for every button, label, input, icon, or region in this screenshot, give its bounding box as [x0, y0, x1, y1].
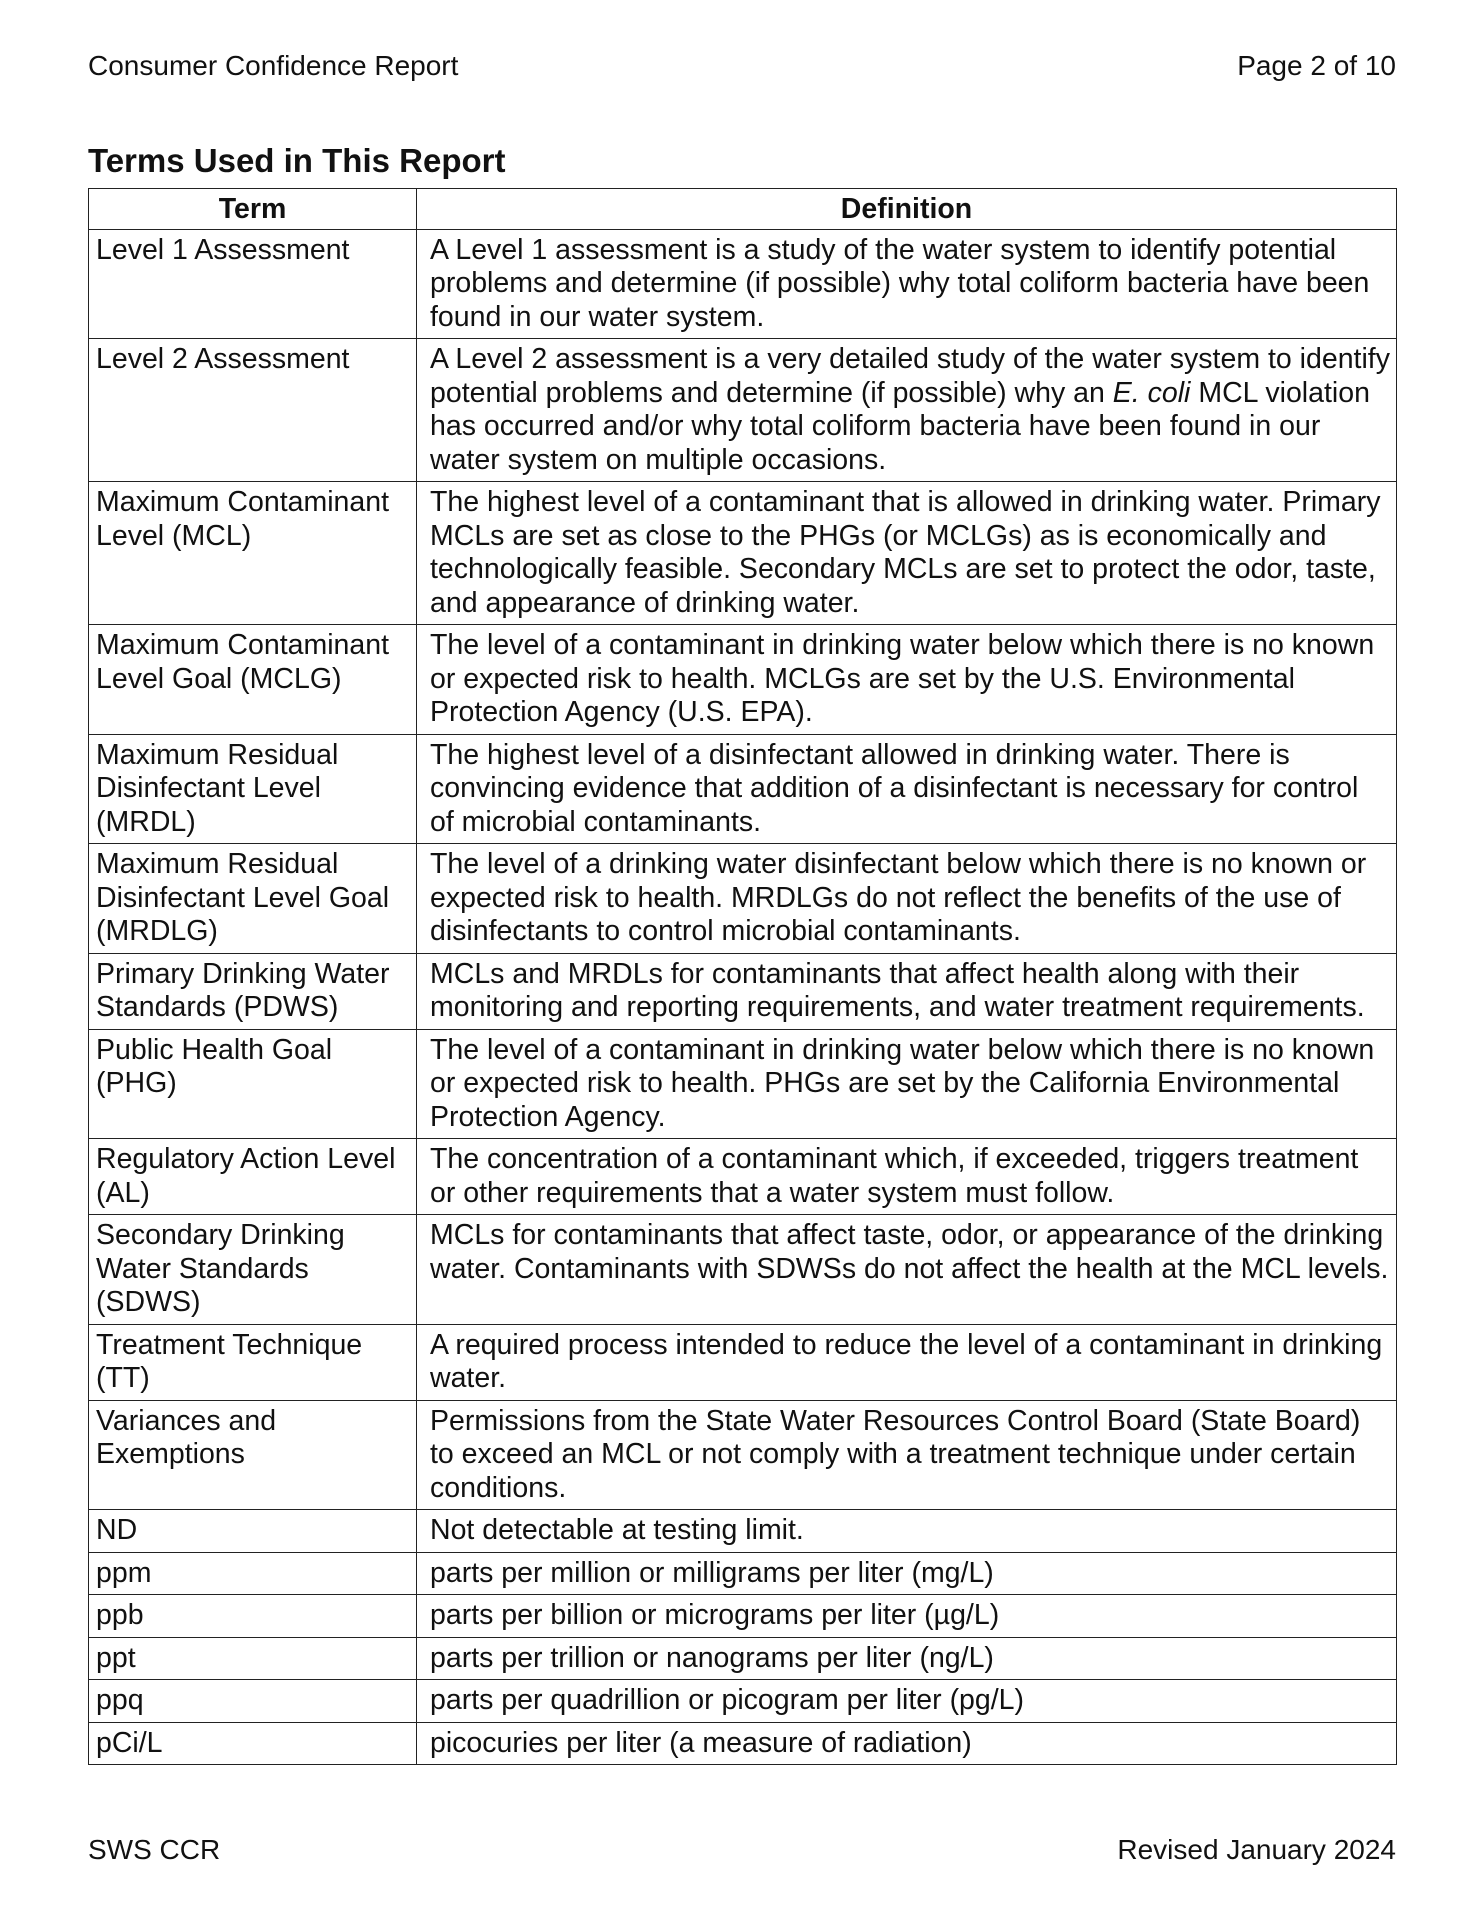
definition-cell: The highest level of a disinfectant allowed in drinking water. There is convincing evidence that addition of a disinfectant is necessary for control of microbial contaminants. — [417, 734, 1397, 844]
column-header-definition: Definition — [417, 189, 1397, 230]
table-row — [89, 1139, 1397, 1215]
table-row — [89, 1510, 1397, 1553]
term-cell: Public Health Goal (PHG) — [89, 1029, 417, 1139]
definition-cell: MCLs and MRDLs for contaminants that affect health along with their monitoring and reporting requirements, and water treatment requirements. — [417, 953, 1397, 1029]
definition-cell: The level of a contaminant in drinking water below which there is no known or expected risk to health. MCLGs are set by the U.S. Environmental Protection Agency (U.S. EPA). — [417, 625, 1397, 735]
terms-table — [88, 188, 1397, 1765]
term-cell: Maximum Residual Disinfectant Level (MRDL) — [89, 734, 417, 844]
table-header-row — [89, 189, 1397, 230]
term-cell: ppm — [89, 1552, 417, 1595]
definition-cell: picocuries per liter (a measure of radiation) — [417, 1722, 1397, 1765]
term-cell: ppt — [89, 1637, 417, 1680]
term-cell: pCi/L — [89, 1722, 417, 1765]
definition-text: A Level 2 assessment is a very detailed study of the water system to identify potential problems and determine (if possible) why an — [430, 343, 1390, 409]
term-cell: Secondary Drinking Water Standards (SDWS) — [89, 1215, 417, 1325]
term-cell: ppq — [89, 1680, 417, 1723]
term-cell: Primary Drinking Water Standards (PDWS) — [89, 953, 417, 1029]
page-number: Page 2 of 10 — [1237, 50, 1396, 81]
definition-cell — [417, 339, 1397, 482]
revision-date: Revised January 2024 — [1117, 1834, 1396, 1865]
table-row — [89, 1595, 1397, 1638]
page-footer — [88, 1834, 1396, 1866]
table-row — [89, 229, 1397, 339]
table-row — [89, 734, 1397, 844]
table-row — [89, 1400, 1397, 1510]
page-header — [88, 50, 1396, 82]
definition-cell: parts per billion or micrograms per liter (µg/L) — [417, 1595, 1397, 1638]
italic-term: E. coli — [1112, 376, 1191, 409]
term-cell: Maximum Contaminant Level (MCL) — [89, 482, 417, 625]
definition-cell: MCLs for contaminants that affect taste, odor, or appearance of the drinking water. Contaminants with SDWSs do not affect the health at the MCL levels. — [417, 1215, 1397, 1325]
definition-cell: Not detectable at testing limit. — [417, 1510, 1397, 1553]
definition-cell: A Level 1 assessment is a study of the water system to identify potential problems and determine (if possible) why total coliform bacteria have been found in our water system. — [417, 229, 1397, 339]
table-row — [89, 844, 1397, 954]
report-name: Consumer Confidence Report — [88, 50, 459, 81]
term-cell: Level 1 Assessment — [89, 229, 417, 339]
term-cell: Maximum Contaminant Level Goal (MCLG) — [89, 625, 417, 735]
table-row — [89, 1324, 1397, 1400]
table-row — [89, 953, 1397, 1029]
table-row — [89, 1637, 1397, 1680]
table-row — [89, 1215, 1397, 1325]
term-cell: Level 2 Assessment — [89, 339, 417, 482]
definition-cell: parts per quadrillion or picogram per liter (pg/L) — [417, 1680, 1397, 1723]
definition-cell: The level of a contaminant in drinking water below which there is no known or expected risk to health. PHGs are set by the California Environmental Protection Agency. — [417, 1029, 1397, 1139]
term-cell: Treatment Technique (TT) — [89, 1324, 417, 1400]
table-row — [89, 1552, 1397, 1595]
table-row — [89, 1680, 1397, 1723]
table-row — [89, 1722, 1397, 1765]
definition-cell: parts per trillion or nanograms per liter (ng/L) — [417, 1637, 1397, 1680]
definition-cell: The highest level of a contaminant that is allowed in drinking water. Primary MCLs are set as close to the PHGs (or MCLGs) as is economically and technologically feasible. Secondary MCLs are set to protect the odor, taste, and appearance of drinking water. — [417, 482, 1397, 625]
document-code: SWS CCR — [88, 1834, 221, 1865]
definition-text: MCL violation has occurred and/or why total coliform bacteria have been found in our water system on multiple occasions. — [430, 376, 1370, 476]
table-row — [89, 482, 1397, 625]
term-cell: ND — [89, 1510, 417, 1553]
section-title: Terms Used in This Report — [88, 142, 506, 179]
table-row — [89, 339, 1397, 482]
table-row — [89, 1029, 1397, 1139]
term-cell: Maximum Residual Disinfectant Level Goal (MRDLG) — [89, 844, 417, 954]
term-cell: Regulatory Action Level (AL) — [89, 1139, 417, 1215]
column-header-term: Term — [89, 189, 417, 230]
definition-cell: The level of a drinking water disinfectant below which there is no known or expected risk to health. MRDLGs do not reflect the benefits of the use of disinfectants to control microbial contaminants. — [417, 844, 1397, 954]
definition-cell: A required process intended to reduce the level of a contaminant in drinking water. — [417, 1324, 1397, 1400]
term-cell: Variances and Exemptions — [89, 1400, 417, 1510]
table-row — [89, 625, 1397, 735]
definition-cell: The concentration of a contaminant which, if exceeded, triggers treatment or other requirements that a water system must follow. — [417, 1139, 1397, 1215]
definition-cell: parts per million or milligrams per liter (mg/L) — [417, 1552, 1397, 1595]
term-cell: ppb — [89, 1595, 417, 1638]
definition-cell: Permissions from the State Water Resources Control Board (State Board) to exceed an MCL or not comply with a treatment technique under certain conditions. — [417, 1400, 1397, 1510]
